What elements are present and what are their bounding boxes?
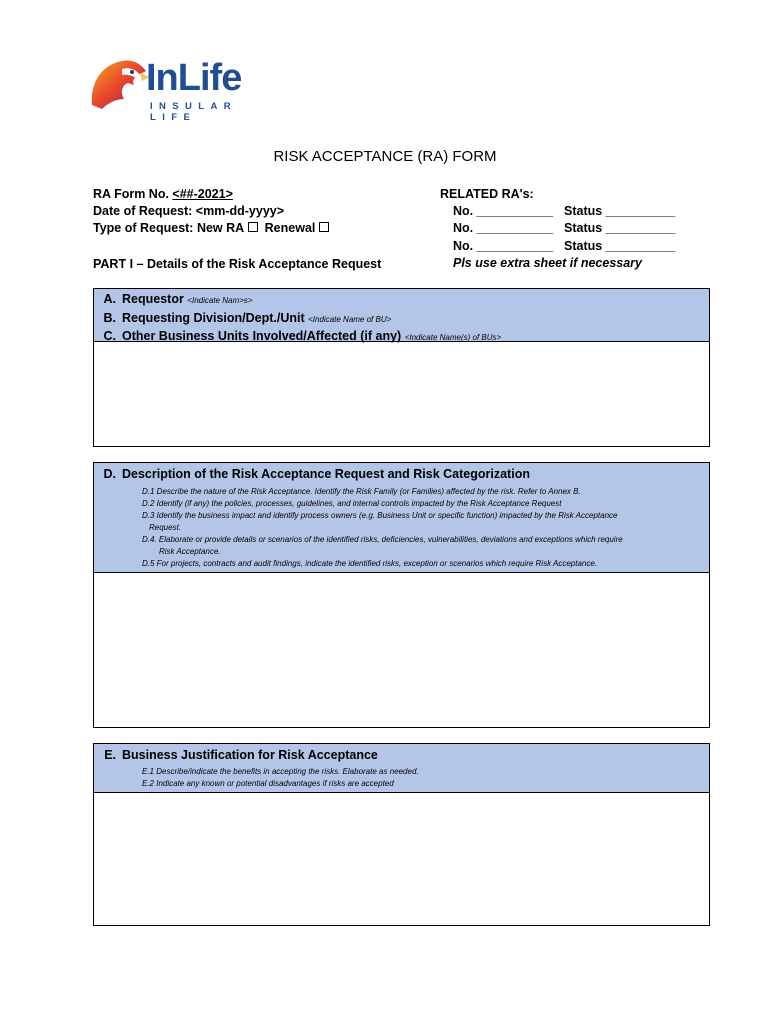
section-d-title-row [94, 466, 709, 483]
section-e-letter: E. [104, 748, 116, 762]
renewal-checkbox[interactable] [319, 222, 329, 232]
section-d-item-4-cont: Risk Acceptance. [159, 546, 221, 556]
extra-sheet-note: Pls use extra sheet if necessary [453, 256, 643, 270]
section-d-input-area[interactable] [94, 573, 709, 727]
section-d-item-3-cont: Request. [149, 522, 182, 532]
part-one-title: PART I – Details of the Risk Acceptance Request [93, 257, 382, 271]
section-e-title: Business Justification for Risk Acceptance [122, 748, 378, 762]
section-d-item-1: D.1 Describe the nature of the Risk Acceptance. Identify the Risk Family (or Families) affected by the risk. Refer to Annex B. [142, 486, 581, 496]
section-d-item-2: D.2 Identify (if any) the policies, processes, guidelines, and internal controls impacted by the Risk Acceptance Request [142, 498, 562, 508]
section-e-input-area[interactable] [94, 793, 709, 925]
related-ra-no-3[interactable]: No. ___________ [453, 239, 554, 253]
renewal-label: Renewal [264, 221, 316, 235]
related-ra-title: RELATED RA's: [440, 187, 534, 201]
section-d-box [93, 462, 710, 728]
section-e-item-2: E.2 Indicate any known or potential disadvantages if risks are accepted [142, 778, 394, 788]
type-of-request-line [93, 220, 332, 238]
related-ra-no-1[interactable]: No. ___________ [453, 204, 554, 218]
section-e-item-1: E.1 Describe/indicate the benefits in accepting the risks. Elaborate as needed. [142, 766, 419, 776]
section-e-header [94, 744, 709, 793]
form-title: RISK ACCEPTANCE (RA) FORM [273, 148, 497, 165]
section-d-item-3: D.3 Identify the business impact and identify process owners (e.g. Business Unit or specific function) impacted by the Risk Acceptance [142, 510, 618, 520]
brand-name: InLife [146, 57, 242, 99]
row-letter: B. [103, 310, 116, 325]
section-d-item-5: D.5 For projects, contracts and audit findings, indicate the identified risks, exception or scenarios which require Risk Acceptance. [142, 558, 598, 568]
section-e-box [93, 743, 710, 926]
section-e-title-row [94, 747, 709, 764]
section-abc-header [94, 289, 709, 342]
section-d-letter: D. [103, 467, 116, 481]
form-number-line [93, 186, 233, 204]
form-number-value[interactable]: <##-2021> [172, 187, 233, 201]
section-d-header [94, 463, 709, 573]
related-ra-status-2[interactable]: Status __________ [564, 221, 676, 235]
row-letter: A. [103, 292, 116, 306]
new-ra-checkbox[interactable] [248, 222, 258, 232]
related-ra-no-2[interactable]: No. ___________ [453, 221, 554, 235]
requestor-label: Requestor [122, 292, 188, 306]
other-bu-label: Other Business Units Involved/Affected (if any) [122, 329, 405, 343]
date-of-request[interactable]: Date of Request: <mm-dd-yyyy> [93, 204, 285, 218]
form-number-label: RA Form No. [93, 187, 173, 201]
section-d-title: Description of the Risk Acceptance Request and Risk Categorization [122, 467, 530, 481]
requestor-row [94, 291, 709, 310]
brand-tagline: INSULAR LIFE [150, 101, 238, 123]
type-label: Type of Request: New RA [93, 221, 245, 235]
section-abc-box [93, 288, 710, 447]
inlife-logo [88, 55, 278, 123]
related-ra-status-3[interactable]: Status __________ [564, 239, 676, 253]
division-row [94, 310, 709, 329]
related-ra-status-1[interactable]: Status __________ [564, 204, 676, 218]
section-abc-input-area[interactable] [94, 342, 709, 446]
row-letter: C. [103, 329, 116, 343]
division-label: Requesting Division/Dept./Unit [122, 310, 309, 325]
other-bu-hint: <Indicate Name(s) of BUs> [404, 333, 502, 342]
requestor-hint: <Indicate Nam>s> [187, 296, 253, 305]
division-hint: <Indicate Name of BU> [308, 314, 392, 324]
section-d-item-4: D.4. Elaborate or provide details or scenarios of the identified risks, deficiencies, vulnerabilities, deviations and exceptions which require [142, 534, 623, 544]
